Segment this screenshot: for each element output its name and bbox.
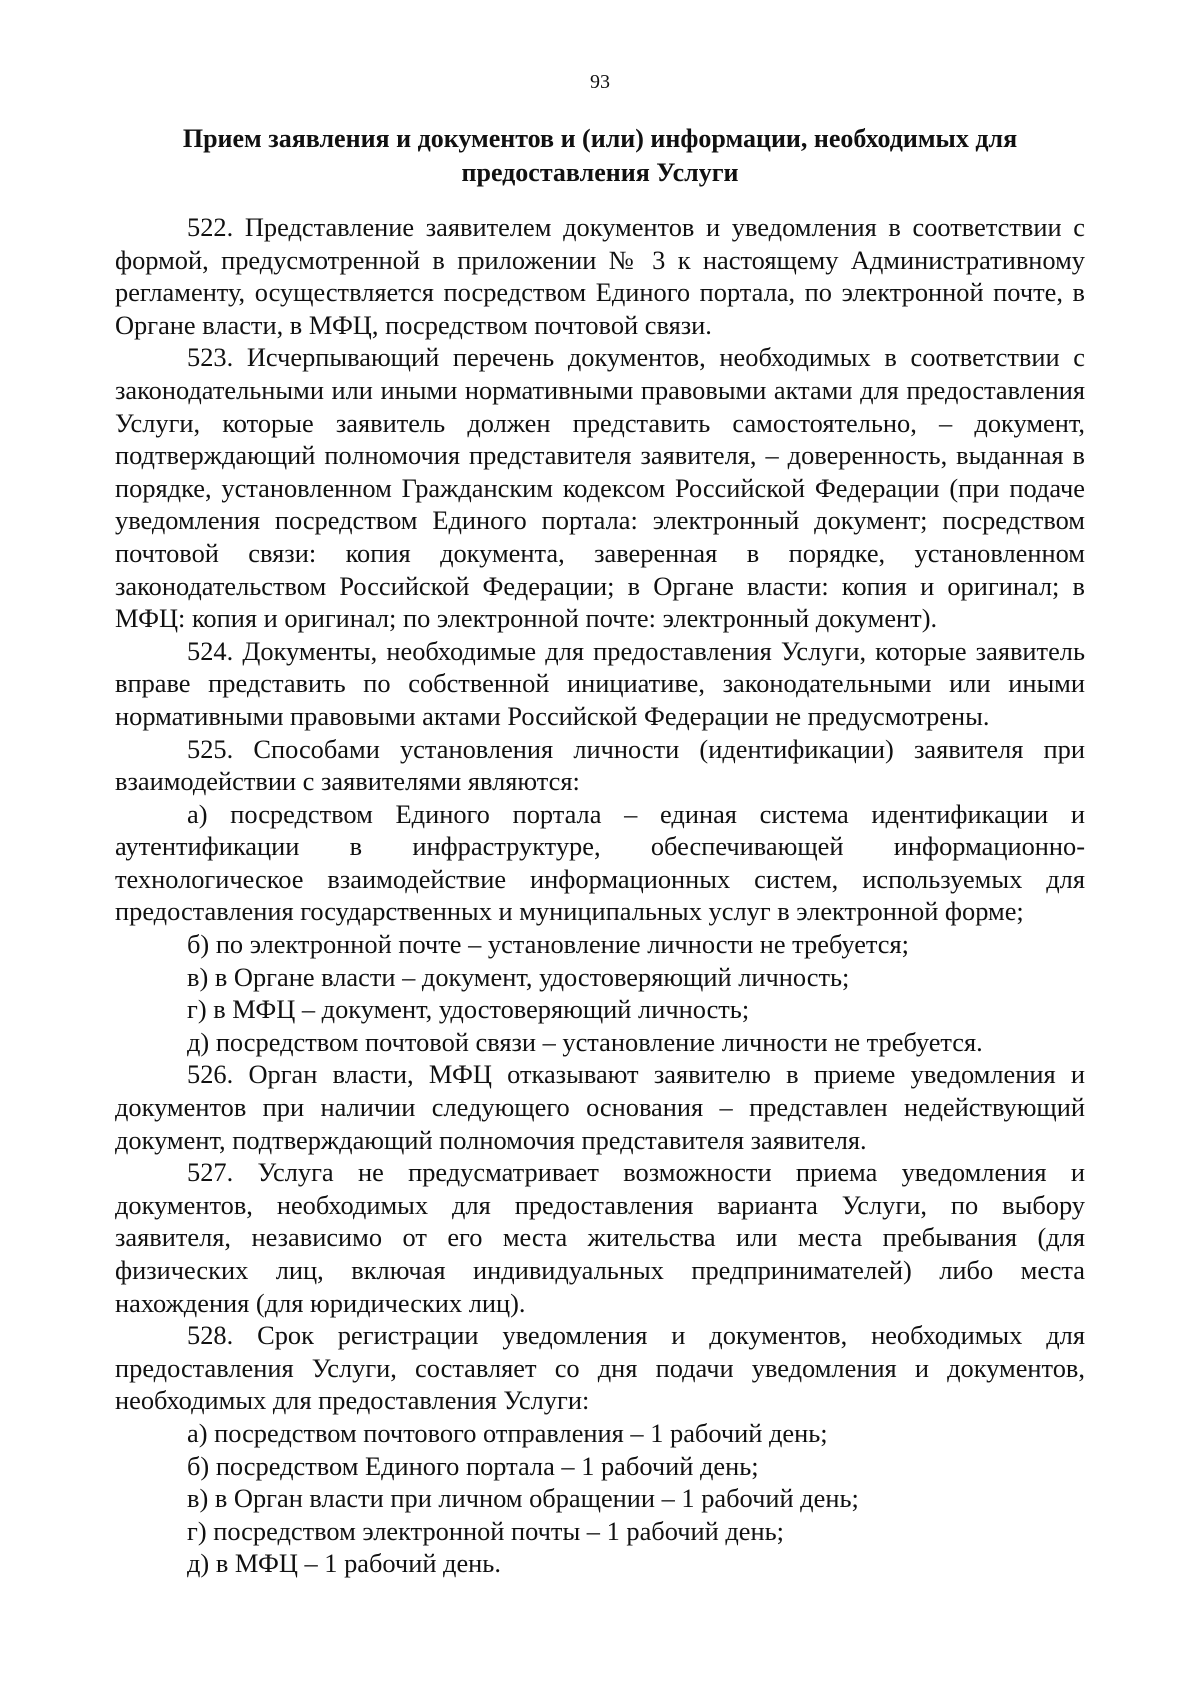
list-item-528-b: б) посредством Единого портала – 1 рабочий день; [187,1450,759,1481]
paragraph-525: 525. Способами установления личности (идентификации) заявителя при взаимодействии с заявителями являются: [115,733,1085,797]
paragraph-527: 527. Услуга не предусматривает возможности приема уведомления и документов, необходимых для предоставления варианта Услуги, по выбору заявителя, независимо от его места жительства или места пребывания (для физических лиц, включая индивидуальных предпринимателей) либо места нахождения (для юридических лиц). [115,1157,1085,1318]
section-heading-line-2: предоставления Услуги [461,158,739,187]
page-number: 93 [590,71,610,93]
paragraph-522: 522. Представление заявителем документов и уведомления в соответствии с формой, предусмотренной в приложении № 3 к настоящему Административному регламенту, осуществляется посредством Единого портала, по электронной почте, в Органе власти, в МФЦ, посредством почтовой связи. [115,212,1085,340]
list-item-525-d: д) посредством почтовой связи – установление личности не требуется. [187,1026,983,1057]
list-item-528-g: г) посредством электронной почты – 1 рабочий день; [187,1515,784,1546]
list-item-525-b: б) по электронной почте – установление личности не требуется; [187,929,909,960]
paragraph-526: 526. Орган власти, МФЦ отказывают заявителю в приеме уведомления и документов при наличии следующего основания – представлен недействующий документ, подтверждающий полномочия представителя заявителя. [115,1059,1085,1155]
list-item-528-a: а) посредством почтового отправления – 1 рабочий день; [187,1417,828,1448]
paragraph-523: 523. Исчерпывающий перечень документов, необходимых в соответствии с законодательными или иными нормативными правовыми актами для предоставления Услуги, которые заявитель должен представить самостоятельно, – документ, подтверждающий полномочия представителя заявителя, – доверенность, выданная в порядке, установленном Гражданским кодексом Российской Федерации (при подаче уведомления посредством Единого портала: электронный документ; посредством почтовой связи: копия документа, заверенная в порядке, установленном законодательством Российской Федерации; в Органе власти: копия и оригинал; в МФЦ: копия и оригинал; по электронной почте: электронный документ). [115,342,1085,634]
list-item-525-v: в) в Органе власти – документ, удостоверяющий личность; [187,961,850,992]
list-item-528-d: д) в МФЦ – 1 рабочий день. [187,1548,501,1579]
section-heading-line-1: Прием заявления и документов и (или) информации, необходимых для [182,124,1018,153]
list-item-525-a: а) посредством Единого портала – единая система идентификации и аутентификации в инфраструктуре, обеспечивающей информационно-технологическое взаимодействие информационных систем, используемых для предоставления государственных и муниципальных услуг в электронной форме; [115,798,1085,927]
list-item-525-g: г) в МФЦ – документ, удостоверяющий личность; [187,994,750,1025]
document-body [115,211,1085,1580]
paragraph-524: 524. Документы, необходимые для предоставления Услуги, которые заявитель вправе представить по собственной инициативе, законодательными или иными нормативными правовыми актами Российской Федерации не предусмотрены. [115,635,1085,731]
paragraph-528: 528. Срок регистрации уведомления и документов, необходимых для предоставления Услуги, составляет со дня подачи уведомления и документов, необходимых для предоставления Услуги: [115,1320,1085,1416]
section-heading [115,122,1085,190]
list-item-528-v: в) в Орган власти при личном обращении – 1 рабочий день; [187,1483,859,1514]
